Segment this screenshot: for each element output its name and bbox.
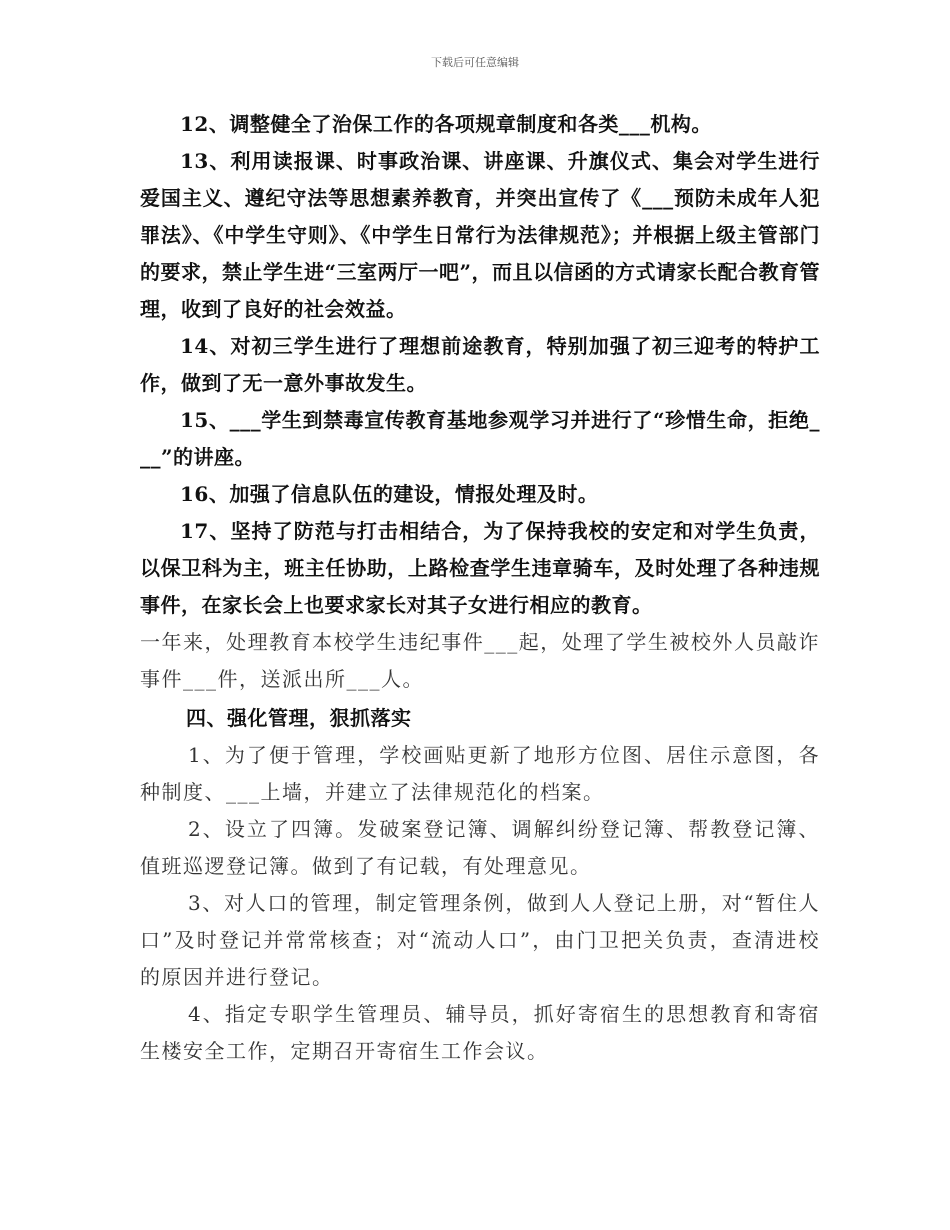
- list-item-3: 3、对人口的管理，制定管理条例，做到人人登记上册，对“暂住人口”及时登记并常常核查；对“流动人口”，由门卫把关负责，查清进校的原因并进行登记。: [140, 891, 820, 989]
- paragraph-item-14: 14、对初三学生进行了理想前途教育，特别加强了初三迎考的特护工作，做到了无一意外事故发生。: [140, 334, 820, 395]
- document-body: [140, 106, 820, 1070]
- paragraph-item-17: 17、坚持了防范与打击相结合，为了保持我校的安定和对学生负责，以保卫科为主，班主任协助，上路检查学生违章骑车，及时处理了各种违规事件，在家长会上也要求家长对其子女进行相应的教育。: [140, 519, 820, 617]
- paragraph-item-15: 15、___学生到禁毒宣传教育基地参观学习并进行了“珍惜生命，拒绝___”的讲座。: [140, 408, 820, 469]
- paragraph-item-12: 12、调整健全了治保工作的各项规章制度和各类___机构。: [180, 112, 712, 136]
- section-heading-4: 四、强化管理，狠抓落实: [186, 706, 412, 730]
- paragraph-yearly-summary: 一年来，处理教育本校学生违纪事件___起，处理了学生被校外人员敲诈事件___件，送派出所___人。: [140, 630, 820, 691]
- list-item-4: 4、指定专职学生管理员、辅导员，抓好寄宿生的思想教育和寄宿生楼安全工作，定期召开寄宿生工作会议。: [140, 1002, 820, 1063]
- list-item-2: 2、设立了四簿。发破案登记簿、调解纠纷登记簿、帮教登记簿、值班巡逻登记簿。做到了有记载，有处理意见。: [140, 817, 820, 878]
- paragraph-item-16: 16、加强了信息队伍的建设，情报处理及时。: [180, 482, 599, 506]
- list-item-1: 1、为了便于管理，学校画贴更新了地形方位图、居住示意图，各种制度、___上墙，并建立了法律规范化的档案。: [140, 743, 820, 804]
- page-header: 下载后可任意编辑: [431, 56, 519, 69]
- paragraph-item-13: 13、利用读报课、时事政治课、讲座课、升旗仪式、集会对学生进行爱国主义、遵纪守法等思想素养教育，并突出宣传了《___预防未成年人犯罪法》、《中学生守则》、《中学生日常行为法律规范》；并根据上级主管部门的要求，禁止学生进“三室两厅一吧”，而且以信函的方式请家长配合教育管理，收到了良好的社会效益。: [140, 149, 821, 321]
